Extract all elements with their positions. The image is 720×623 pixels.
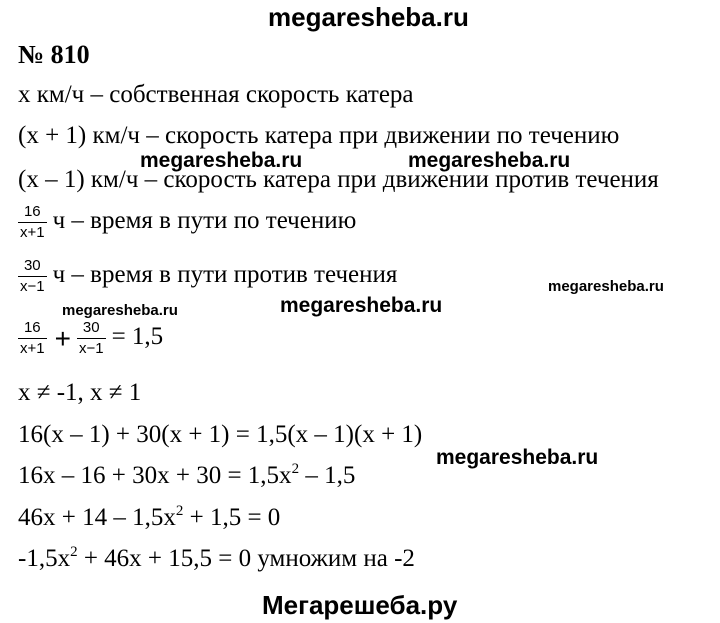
- line-simplified: [18, 461, 355, 491]
- line-domain: x ≠ -1, x ≠ 1: [18, 379, 142, 406]
- watermark-mid-right: megaresheba.ru: [408, 149, 571, 172]
- fraction-denominator: x+1: [20, 224, 45, 241]
- line-upstream-speed: (x – 1) км/ч – скорость катера при движении против течения: [18, 166, 659, 193]
- fraction-30-over-x-minus-1: [18, 258, 47, 295]
- line-expanded: 16(x – 1) + 30(x + 1) = 1,5(x – 1)(x + 1): [18, 421, 423, 448]
- line-text: – 1,5: [299, 462, 356, 489]
- watermark-center: megaresheba.ru: [280, 294, 443, 317]
- watermark-left-small: megaresheba.ru: [62, 302, 178, 319]
- line-text: -1,5x: [18, 545, 71, 572]
- line-downstream-speed: (x + 1) км/ч – скорость катера при движении по течению: [18, 122, 620, 149]
- watermark-bottom: Мегарешеба.ру: [262, 590, 458, 620]
- line-text: 16x – 16 + 30x + 30 = 1,5x: [18, 462, 292, 489]
- line-equation: [18, 320, 163, 357]
- plus-sign: +: [54, 322, 71, 354]
- fraction-denominator: x−1: [78, 340, 104, 357]
- fraction-16-over-x-plus-1: [18, 204, 47, 241]
- fraction-numerator: 16: [23, 319, 41, 336]
- fraction-numerator: 30: [23, 257, 41, 274]
- line-text: + 1,5 = 0: [183, 504, 281, 531]
- exponent: 2: [291, 461, 300, 477]
- fraction-denominator: x−1: [20, 278, 45, 295]
- line-text: ч – время в пути против течения: [52, 261, 398, 289]
- line-time-downstream: [18, 204, 356, 241]
- fraction-numerator: 30: [82, 319, 100, 336]
- exponent: 2: [175, 503, 184, 519]
- problem-number: № 810: [18, 40, 90, 69]
- line-text: ч – время в пути по течению: [52, 207, 357, 235]
- watermark-top: megaresheba.ru: [268, 2, 469, 32]
- line-text: 46x + 14 – 1,5x: [18, 504, 176, 531]
- watermark-right-small: megaresheba.ru: [548, 278, 664, 295]
- line-time-upstream: [18, 258, 397, 295]
- line-own-speed: x км/ч – собственная скорость катера: [18, 81, 414, 108]
- watermark-mid-left: megaresheba.ru: [140, 149, 303, 172]
- exponent: 2: [70, 544, 78, 560]
- line-quadratic: [18, 544, 415, 574]
- fraction-numerator: 16: [23, 203, 41, 220]
- fraction-16-over-x-plus-1: [18, 320, 47, 357]
- line-collected: [18, 503, 280, 533]
- line-text: = 1,5: [111, 323, 164, 351]
- watermark-right-lower: megaresheba.ru: [436, 446, 599, 469]
- line-text: + 46x + 15,5 = 0 умножим на -2: [77, 545, 415, 572]
- fraction-30-over-x-minus-1: [77, 320, 106, 357]
- fraction-denominator: x+1: [20, 340, 45, 357]
